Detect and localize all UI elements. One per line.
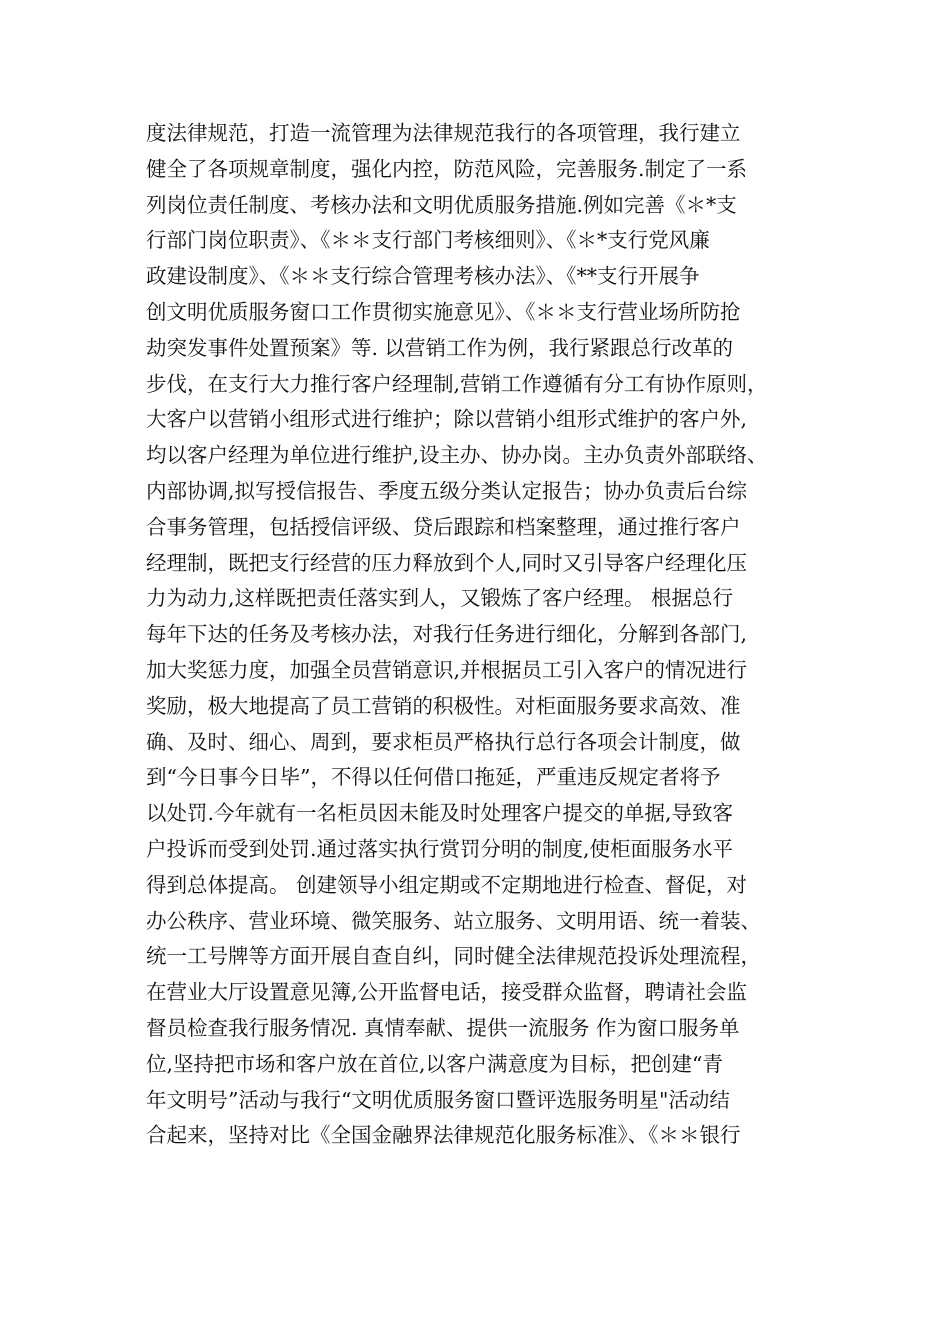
text-line: 创文明优质服务窗口工作贯彻实施意见》、《＊＊支行营业场所防抢: [146, 299, 741, 324]
text-line: 户投诉而受到处罚.通过落实执行赏罚分明的制度,使柜面服务水平: [146, 836, 734, 861]
text-line: 到“今日事今日毕”，不得以任何借口拖延，严重违反规定者将予: [146, 765, 721, 790]
text-line: 得到总体提高。 创建领导小组定期或不定期地进行检查、督促，对: [146, 872, 748, 897]
text-line: 内部协调,拟写授信报告、季度五级分类认定报告；协办负责后台综: [146, 478, 748, 503]
text-line: 在营业大厅设置意见簿,公开监督电话，接受群众监督，聘请社会监: [146, 980, 748, 1005]
text-line: 健全了各项规章制度，强化内控，防范风险，完善服务.制定了一系: [146, 156, 748, 181]
text-line: 合事务管理，包括授信评级、贷后跟踪和档案整理，通过推行客户: [146, 514, 741, 539]
text-line: 位,坚持把市场和客户放在首位,以客户满意度为目标，把创建“青: [146, 1051, 724, 1076]
text-line: 列岗位责任制度、考核办法和文明优质服务措施.例如完善《＊*支: [146, 192, 737, 217]
body-text: [146, 116, 826, 1154]
text-line: 行部门岗位职责》、《＊＊支行部门考核细则》、《＊*支行党风廉: [146, 228, 710, 253]
text-line: 以处罚.今年就有一名柜员因未能及时处理客户提交的单据,导致客: [146, 801, 734, 826]
text-line: 合起来，坚持对比《全国金融界法律规范化服务标准》、《＊＊银行: [146, 1123, 741, 1148]
text-line: 均以客户经理为单位进行维护,设主办、协办岗。主办负责外部联络、: [146, 443, 768, 468]
text-line: 大客户以营销小组形式进行维护；除以营销小组形式维护的客户外,: [146, 407, 748, 432]
text-line: 办公秩序、营业环境、微笑服务、站立服务、文明用语、统一着装、: [146, 908, 761, 933]
text-line: 统一工号牌等方面开展自查自纠，同时健全法律规范投诉处理流程，: [146, 944, 761, 969]
text-line: 确、及时、细心、周到，要求柜员严格执行总行各项会计制度，做: [146, 729, 741, 754]
text-line: 劫突发事件处置预案》等. 以营销工作为例，我行紧跟总行改革的: [146, 335, 734, 360]
text-line: 经理制，既把支行经营的压力释放到个人,同时又引导客户经理化压: [146, 550, 748, 575]
text-line: 力为动力,这样既把责任落实到人，又锻炼了客户经理。 根据总行: [146, 586, 734, 611]
text-line: 度法律规范，打造一流管理为法律规范我行的各项管理，我行建立: [146, 121, 741, 145]
text-line: 督员检查我行服务情况. 真情奉献、提供一流服务 作为窗口服务单: [146, 1015, 740, 1040]
text-line: 每年下达的任务及考核办法，对我行任务进行细化，分解到各部门,: [146, 622, 748, 647]
text-line: 年文明号”活动与我行“文明优质服务窗口暨评选服务明星"活动结: [146, 1087, 730, 1112]
text-line: 政建设制度》、《＊＊支行综合管理考核办法》、《**支行开展争: [146, 264, 700, 289]
text-line: 步伐，在支行大力推行客户经理制,营销工作遵循有分工有协作原则，: [146, 371, 768, 396]
text-line: 加大奖惩力度，加强全员营销意识,并根据员工引入客户的情况进行: [146, 657, 748, 682]
text-line: 奖励，极大地提高了员工营销的积极性。对柜面服务要求高效、准: [146, 693, 741, 718]
